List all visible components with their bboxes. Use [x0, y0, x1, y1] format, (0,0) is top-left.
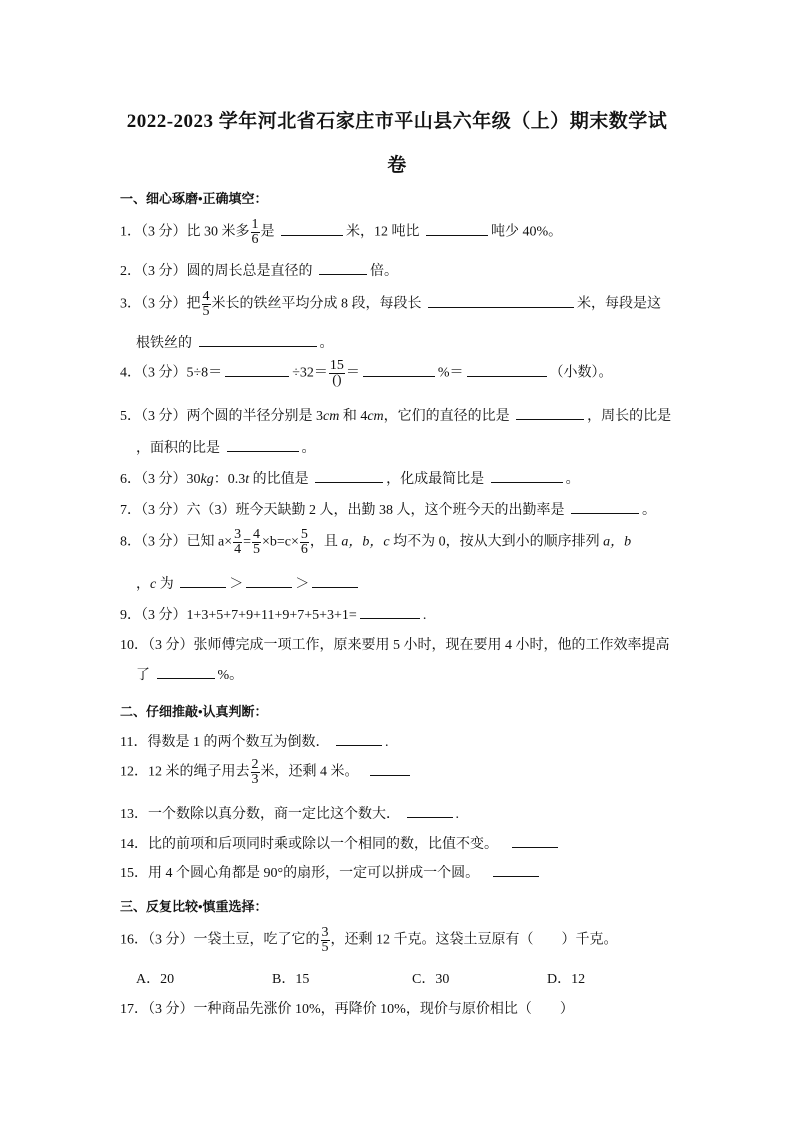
- fraction: $\frac{15}{()}$: [329, 358, 344, 388]
- question-11: 11．得数是 1 的两个数互为倒数． .: [120, 735, 389, 750]
- question-3: 3．（3 分）把 $\frac{4}{5}$ 米长的铁丝平均分成 8 段，每段长 米，每段是这: [120, 289, 661, 319]
- question-1: 1．（3 分）比 30 米多 $\frac{1}{6}$ 是 米，12 吨比 吨少 40%。: [120, 217, 563, 247]
- answer-blank[interactable]: [157, 677, 215, 679]
- page-title: 2022-2023 学年河北省石家庄市平山县六年级（上）期末数学试: [126, 111, 668, 132]
- answer-blank[interactable]: [225, 375, 289, 377]
- answer-blank[interactable]: [428, 306, 574, 308]
- question-13: 13．一个数除以真分数，商一定比这个数大． .: [120, 807, 459, 822]
- answer-blank[interactable]: [512, 846, 558, 848]
- fraction: $\frac{5}{6}$: [300, 527, 308, 557]
- answer-blank[interactable]: [516, 418, 584, 420]
- question-3-continued: 根铁丝的 。: [136, 336, 334, 351]
- answer-blank[interactable]: [363, 375, 435, 377]
- answer-blank[interactable]: [281, 234, 343, 236]
- answer-blank[interactable]: [319, 273, 367, 275]
- fraction: $\frac{3}{4}$: [234, 527, 242, 557]
- fraction: $\frac{4}{5}$: [253, 527, 261, 557]
- answer-blank[interactable]: [370, 774, 410, 776]
- option-b[interactable]: B．15: [272, 972, 310, 987]
- question-6: 6．（3 分）30kg：0.3t 的比值是 ，化成最简比是 。: [120, 472, 580, 487]
- answer-blank[interactable]: [407, 816, 453, 818]
- option-d[interactable]: D．12: [547, 972, 586, 987]
- answer-blank[interactable]: [312, 586, 358, 588]
- answer-blank[interactable]: [571, 512, 639, 514]
- option-c[interactable]: C．30: [412, 972, 450, 987]
- answer-blank[interactable]: [467, 375, 547, 377]
- question-10-continued: 了 %。: [136, 668, 244, 683]
- fraction: $\frac{1}{6}$: [251, 217, 259, 247]
- fraction: $\frac{3}{5}$: [321, 925, 329, 955]
- question-5: 5．（3 分）两个圆的半径分别是 3cm 和 4cm，它们的直径的比是 ，周长的比是: [120, 409, 672, 424]
- question-12: 12．12 米的绳子用去 $\frac{2}{3}$ 米，还剩 4 米。: [120, 758, 413, 787]
- question-4: 4．（3 分）5÷8＝ ÷32＝ $\frac{15}{()}$ ＝ %＝ （小数）。: [120, 358, 613, 388]
- answer-blank[interactable]: [493, 875, 539, 877]
- question-5-continued: ，面积的比是 。: [136, 441, 316, 456]
- page-title-continued: 卷: [387, 155, 407, 176]
- section-heading-choice: 三、反复比较•慎重选择：: [120, 899, 268, 914]
- question-9: 9．（3 分）1+3+5+7+9+11+9+7+5+3+1= .: [120, 608, 427, 623]
- question-10: 10．（3 分）张师傅完成一项工作，原来要用 5 小时，现在要用 4 小时，他的工作效率提高: [120, 638, 670, 653]
- question-17: 17．（3 分）一种商品先涨价 10%，再降价 10%，现价与原价相比（ ）: [120, 1002, 574, 1017]
- question-14: 14．比的前项和后项同时乘或除以一个相同的数，比值不变。: [120, 833, 561, 853]
- fraction: $\frac{4}{5}$: [202, 289, 210, 319]
- question-8-continued: ，c 为 ＞ ＞: [136, 573, 361, 593]
- answer-blank[interactable]: [315, 481, 383, 483]
- question-16: 16．（3 分）一袋土豆，吃了它的 $\frac{3}{5}$ ，还剩 12 千克。这袋土豆原有（ ）千克。: [120, 925, 618, 955]
- answer-blank[interactable]: [336, 744, 382, 746]
- fraction: $\frac{2}{3}$: [251, 757, 259, 787]
- option-a[interactable]: A．20: [136, 972, 175, 987]
- answer-blank[interactable]: [227, 450, 299, 452]
- question-8: 8．（3 分）已知 a× $\frac{3}{4}$ = $\frac{4}{5}$ ×b=c× $\frac{5}{6}$ ，且 a，b，c 均不为 0，按从大到小的顺序排列 a，b: [120, 527, 632, 557]
- answer-blank[interactable]: [246, 586, 292, 588]
- answer-blank[interactable]: [491, 481, 563, 483]
- answer-blank[interactable]: [360, 617, 420, 619]
- answer-blank[interactable]: [426, 234, 488, 236]
- question-15: 15．用 4 个圆心角都是 90°的扇形，一定可以拼成一个圆。: [120, 862, 542, 882]
- question-2: 2．（3 分）圆的周长总是直径的 倍。: [120, 264, 398, 279]
- section-heading-judge: 二、仔细推敲•认真判断：: [120, 704, 268, 719]
- answer-blank[interactable]: [199, 345, 317, 347]
- section-heading-fill-in: 一、细心琢磨•正确填空：: [120, 191, 268, 206]
- question-7: 7．（3 分）六（3）班今天缺勤 2 人，出勤 38 人，这个班今天的出勤率是 。: [120, 503, 656, 518]
- answer-blank[interactable]: [180, 586, 226, 588]
